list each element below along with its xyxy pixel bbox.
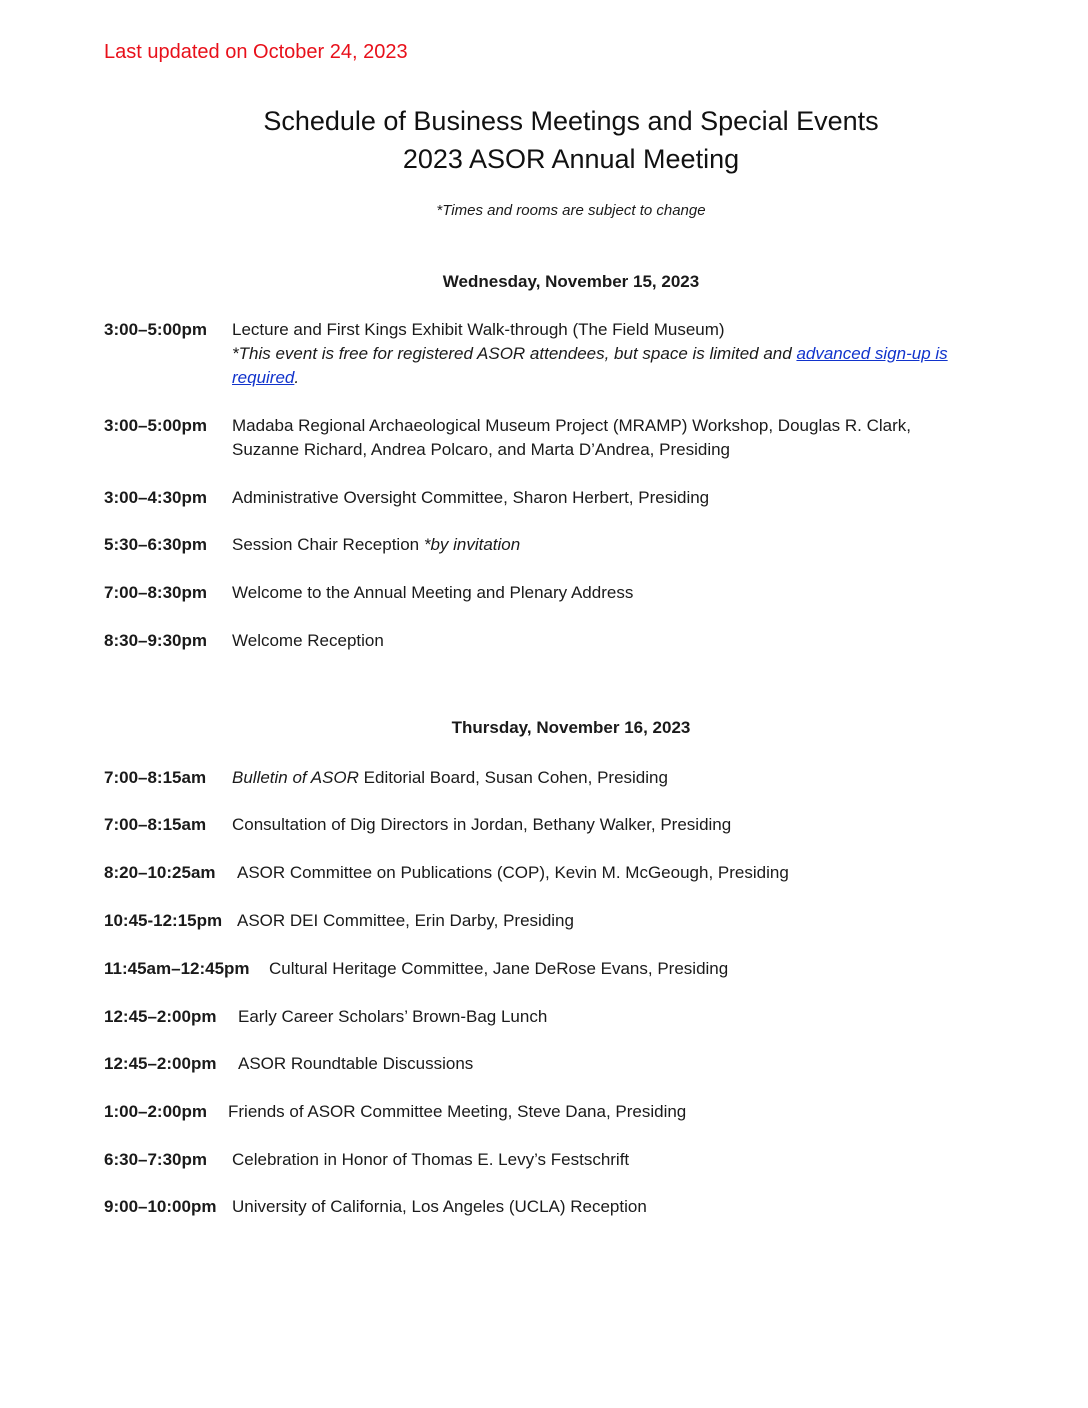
event-title: ASOR DEI Committee, Erin Darby, Presiding [237, 911, 574, 930]
event-title: Welcome Reception [232, 631, 384, 650]
event-time: 8:20–10:25am [104, 863, 216, 882]
event-time: 1:00–2:00pm [104, 1102, 208, 1121]
event-title: ASOR Committee on Publications (COP), Kevin M. McGeough, Presiding [237, 863, 789, 882]
event-title-continued: Suzanne Richard, Andrea Polcaro, and Marta D’Andrea, Presiding [232, 440, 731, 459]
event-time: 10:45-12:15pm [104, 911, 223, 930]
publication-title: Bulletin of ASOR [232, 768, 359, 787]
document-subtitle: 2023 ASOR Annual Meeting [402, 144, 740, 174]
event-time: 3:00–4:30pm [104, 488, 208, 507]
subject-to-change-note: *Times and rooms are subject to change [436, 202, 706, 219]
event-title: Early Career Scholars’ Brown-Bag Lunch [238, 1007, 548, 1026]
event-title: ASOR Roundtable Discussions [238, 1054, 474, 1073]
document-title: Schedule of Business Meetings and Special Events [263, 106, 879, 136]
event-note: *This event is free for registered ASOR attendees, but space is limited and advanced sign-up is [232, 344, 948, 363]
event-time: 7:00–8:30pm [104, 583, 208, 602]
event-time: 6:30–7:30pm [104, 1150, 208, 1169]
event-title: Editorial Board, Susan Cohen, Presiding [358, 768, 668, 787]
day-heading-wednesday: Wednesday, November 15, 2023 [442, 272, 700, 291]
event-title: Administrative Oversight Committee, Sharon Herbert, Presiding [232, 488, 710, 507]
event-time: 7:00–8:15am [104, 768, 207, 787]
event-title: Session Chair Reception [232, 535, 424, 554]
last-updated-notice: Last updated on October 24, 2023 [104, 41, 408, 63]
event-time: 3:00–5:00pm [104, 320, 208, 339]
event-title: Madaba Regional Archaeological Museum Project (MRAMP) Workshop, Douglas R. Clark, [232, 416, 912, 435]
event-title: Welcome to the Annual Meeting and Plenary Address [232, 583, 634, 602]
event-description [232, 766, 668, 790]
event-description [232, 533, 520, 557]
event-time: 7:00–8:15am [104, 815, 207, 834]
event-title: Consultation of Dig Directors in Jordan, Bethany Walker, Presiding [232, 815, 732, 834]
event-time: 3:00–5:00pm [104, 416, 208, 435]
day-heading-thursday: Thursday, November 16, 2023 [451, 718, 691, 737]
event-time: 9:00–10:00pm [104, 1197, 217, 1216]
event-description [232, 414, 911, 462]
event-title: Celebration in Honor of Thomas E. Levy’s Festschrift [232, 1150, 630, 1169]
event-time: 12:45–2:00pm [104, 1054, 217, 1073]
signup-link[interactable]: advanced sign-up is [796, 344, 948, 363]
event-title: Friends of ASOR Committee Meeting, Steve Dana, Presiding [228, 1102, 687, 1121]
event-time: 11:45am–12:45pm [104, 959, 250, 978]
event-title: University of California, Los Angeles (UCLA) Reception [232, 1197, 647, 1216]
event-time: 12:45–2:00pm [104, 1007, 217, 1026]
event-description [232, 318, 948, 390]
event-time: 5:30–6:30pm [104, 535, 208, 554]
signup-link-continued[interactable]: required [232, 368, 295, 387]
event-title: Cultural Heritage Committee, Jane DeRose Evans, Presiding [269, 959, 729, 978]
invitation-note: *by invitation [423, 535, 521, 554]
event-title: Lecture and First Kings Exhibit Walk-through (The Field Museum) [232, 320, 725, 339]
event-note-continued: required. [232, 368, 300, 387]
event-time: 8:30–9:30pm [104, 631, 208, 650]
